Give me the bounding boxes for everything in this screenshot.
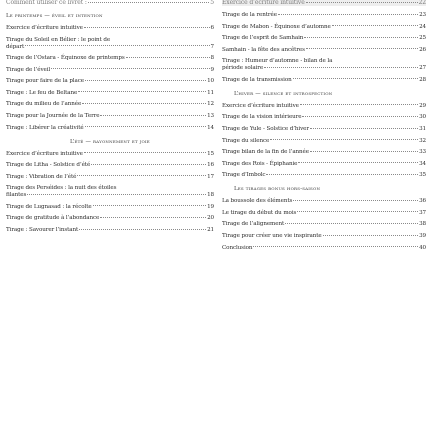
- toc-left-column: [6, 0, 214, 239]
- toc-entry-title: Tirage pour la Journée de la Terre: [6, 113, 100, 120]
- toc-entry-page: 21: [207, 227, 214, 234]
- leader-dots: [285, 223, 418, 224]
- leader-dots: [310, 128, 418, 129]
- toc-entry[interactable]: [222, 233, 426, 240]
- leader-dots: [27, 194, 206, 195]
- toc-entry-title: Tirage de Mabon - Équinoxe d’automne: [222, 23, 331, 30]
- toc-entry[interactable]: [6, 25, 214, 32]
- toc-entry-title: Tirage de la rentrée: [222, 12, 277, 18]
- leader-dots: [298, 162, 418, 163]
- toc-entry[interactable]: [222, 149, 426, 156]
- toc-entry-title: Tirage du silence: [222, 137, 270, 144]
- toc-entry-page: 30: [419, 114, 426, 121]
- toc-entry[interactable]: [222, 221, 426, 228]
- leader-dots: [300, 104, 418, 105]
- leader-dots: [253, 246, 418, 247]
- section-heading-spring: Le printemps — éveil et intention: [6, 13, 103, 19]
- leader-dots: [25, 45, 209, 46]
- toc-entry-title-line2: filantes: [6, 192, 27, 199]
- toc-entry[interactable]: [222, 35, 426, 42]
- toc-entry-page: 27: [419, 65, 426, 72]
- toc-entry-page: 12: [207, 101, 214, 108]
- toc-entry[interactable]: [222, 47, 426, 54]
- toc-entry-page: 22: [418, 0, 426, 6]
- toc-entry-title: Tirage : Vibration de l’été: [6, 173, 77, 180]
- toc-entry-title: Exercice d’écriture intuitive: [222, 102, 299, 109]
- toc-entry-title: Samhain - la fête des ancêtres: [222, 46, 305, 53]
- toc-entry[interactable]: [6, 215, 214, 222]
- toc-entry-partial: [6, 0, 214, 6]
- toc-entry-title: La boussole des éléments: [222, 198, 293, 205]
- leader-dots: [84, 152, 206, 153]
- toc-entry[interactable]: [222, 161, 426, 168]
- toc-entry-page: 39: [419, 233, 426, 240]
- toc-entry[interactable]: [6, 37, 214, 51]
- leader-dots: [266, 174, 418, 175]
- section-heading-winter: L’hiver — silence et introspection: [234, 90, 333, 97]
- toc-entry-page: 40: [419, 244, 426, 251]
- leader-dots: [93, 205, 207, 206]
- toc-entry-title-line1: Tirage des Perséides : la nuit des étoiles: [6, 185, 117, 192]
- toc-entry[interactable]: [6, 55, 214, 62]
- toc-entry-page: 26: [419, 46, 426, 53]
- toc-entry-title: Tirage de l’esprit de Samhain: [222, 35, 304, 42]
- toc-entry-title: Tirage de la vision intérieure: [222, 114, 302, 121]
- toc-entry-title: Tirage d’Imbolc: [222, 172, 266, 179]
- toc-entry-title: Tirage de l’Ostara - Équinoxe de printemps: [6, 55, 125, 62]
- toc-entry[interactable]: [6, 162, 214, 169]
- leader-dots: [297, 211, 418, 212]
- toc-entry[interactable]: [222, 12, 426, 19]
- leader-dots: [306, 2, 418, 3]
- toc-entry[interactable]: [6, 90, 214, 97]
- toc-entry[interactable]: [6, 227, 214, 234]
- toc-entry[interactable]: [222, 245, 426, 252]
- leader-dots: [85, 80, 206, 81]
- toc-entry-title: Tirage de gratitude à l’abondance: [6, 215, 100, 222]
- leader-dots: [306, 48, 418, 49]
- toc-entry-title: Tirage de Litha - Solstice d’été: [6, 162, 91, 169]
- toc-entry-title: Conclusion: [222, 244, 253, 251]
- leader-dots: [88, 2, 210, 3]
- toc-entry-title: Comment utiliser ce livret :: [6, 0, 87, 6]
- toc-entry[interactable]: [222, 210, 426, 217]
- toc-entry[interactable]: [6, 113, 214, 120]
- toc-entry[interactable]: [222, 198, 426, 205]
- toc-entry-page: 5: [210, 0, 214, 6]
- toc-entry-page: 11: [207, 89, 214, 96]
- toc-entry-page: 13: [207, 113, 214, 120]
- toc-entry-page: 38: [419, 221, 426, 228]
- toc-entry-title-line2: départ: [6, 43, 25, 50]
- leader-dots: [278, 14, 418, 15]
- leader-dots: [82, 103, 206, 104]
- toc-entry-title: Exercice d’écriture intuitive: [222, 0, 305, 6]
- toc-entry-page: 23: [419, 12, 426, 18]
- toc-entry[interactable]: [222, 114, 426, 121]
- toc-entry-title-line2: période solaire: [222, 65, 264, 72]
- leader-dots: [310, 151, 418, 152]
- leader-dots: [91, 164, 206, 165]
- toc-entry-title: Tirage des Rois - Épiphanie: [222, 160, 298, 167]
- toc-entry-title: Tirage de la transmission: [222, 76, 292, 83]
- toc-entry-page: 8: [210, 55, 214, 62]
- toc-entry-page: 10: [207, 78, 214, 85]
- toc-entry-page: 35: [419, 172, 426, 179]
- toc-entry-page: 29: [419, 102, 426, 109]
- toc-entry[interactable]: [222, 126, 426, 133]
- toc-entry-page: 32: [419, 137, 426, 144]
- toc-entry[interactable]: [6, 125, 214, 132]
- toc-entry-page: 34: [419, 160, 426, 167]
- toc-entry[interactable]: [222, 77, 426, 84]
- toc-entry-title: Tirage : Le feu de Beltane: [6, 89, 78, 96]
- toc-entry-page: 20: [207, 215, 214, 222]
- toc-entry-title: Tirage de l’éveil: [6, 66, 51, 73]
- toc-entry-title-line1: Tirage : Humeur d’automne - bilan de la: [222, 58, 333, 65]
- leader-dots: [270, 139, 418, 140]
- toc-entry-partial: [222, 0, 426, 6]
- toc-entry-title: Tirage de l’alignement: [222, 221, 285, 228]
- toc-entry-page: 14: [207, 124, 214, 131]
- leader-dots: [79, 229, 206, 230]
- toc-entry[interactable]: [6, 67, 214, 74]
- leader-dots: [78, 91, 206, 92]
- toc-entry-title: Tirage : Savourer l’instant: [6, 227, 79, 234]
- leader-dots: [84, 27, 210, 28]
- toc-entry[interactable]: [6, 101, 214, 108]
- toc-entry-title-line1: Tirage du Soleil en Bélier : le point de: [6, 36, 111, 43]
- toc-entry-page: 31: [419, 126, 426, 133]
- toc-entry-title: Tirage de Lugnasad : la récolte: [6, 203, 92, 210]
- toc-entry[interactable]: [6, 151, 214, 158]
- toc-entry-title: Exercice d’écriture intuitive: [6, 150, 83, 157]
- toc-entry-page: 33: [419, 149, 426, 156]
- toc-entry-title: Tirage pour créer une vie inspirante: [222, 233, 322, 240]
- leader-dots: [85, 126, 206, 127]
- toc-entry-page: 9: [210, 66, 214, 73]
- toc-entry-page: 25: [419, 35, 426, 42]
- toc-entry-title: Exercice d’écriture intuitive: [6, 25, 83, 31]
- leader-dots: [304, 37, 418, 38]
- toc-entry[interactable]: [222, 103, 426, 110]
- toc-entry-page: 16: [207, 162, 214, 169]
- toc-entry-page: 36: [419, 198, 426, 205]
- toc-entry[interactable]: [6, 174, 214, 181]
- leader-dots: [100, 115, 206, 116]
- toc-entry-page: 24: [419, 23, 426, 30]
- leader-dots: [302, 116, 418, 117]
- toc-entry-page: 7: [210, 43, 214, 50]
- section-heading-summer: L’été — rayonnement et joie: [70, 138, 150, 145]
- leader-dots: [323, 235, 418, 236]
- leader-dots: [293, 200, 418, 201]
- leader-dots: [332, 25, 418, 26]
- section-heading-bonus: Les tirages bonus hors-saison: [234, 186, 321, 193]
- toc-entry[interactable]: [6, 78, 214, 85]
- toc-entry-page: 18: [207, 192, 214, 199]
- toc-entry-title: Le tirage du début du mois: [222, 209, 297, 216]
- toc-entry[interactable]: [6, 204, 214, 211]
- toc-entry[interactable]: [6, 185, 214, 199]
- toc-entry[interactable]: [222, 58, 426, 72]
- toc-entry-title: Tirage de Yule - Solstice d’hiver: [222, 126, 309, 133]
- toc-entry-page: 6: [210, 25, 214, 31]
- leader-dots: [100, 217, 206, 218]
- toc-entry[interactable]: [222, 138, 426, 145]
- toc-entry-page: 17: [207, 173, 214, 180]
- toc-entry-page: 28: [419, 76, 426, 83]
- leader-dots: [51, 68, 209, 69]
- toc-entry-page: 15: [207, 150, 214, 157]
- toc-entry-title: Tirage bilan de la fin de l’année: [222, 149, 309, 156]
- leader-dots: [293, 78, 418, 79]
- toc-entry-page: 37: [419, 209, 426, 216]
- toc-entry-page: 19: [207, 203, 214, 210]
- leader-dots: [77, 175, 206, 176]
- toc-entry[interactable]: [222, 172, 426, 179]
- toc-entry-title: Tirage du milieu de l’année: [6, 101, 82, 108]
- toc-entry-title: Tirage : Libérer la créativité: [6, 124, 84, 131]
- toc-entry-title: Tirage pour faire de la place: [6, 78, 84, 85]
- leader-dots: [264, 67, 418, 68]
- leader-dots: [126, 57, 210, 58]
- toc-right-column: [222, 0, 426, 256]
- toc-entry[interactable]: [222, 24, 426, 31]
